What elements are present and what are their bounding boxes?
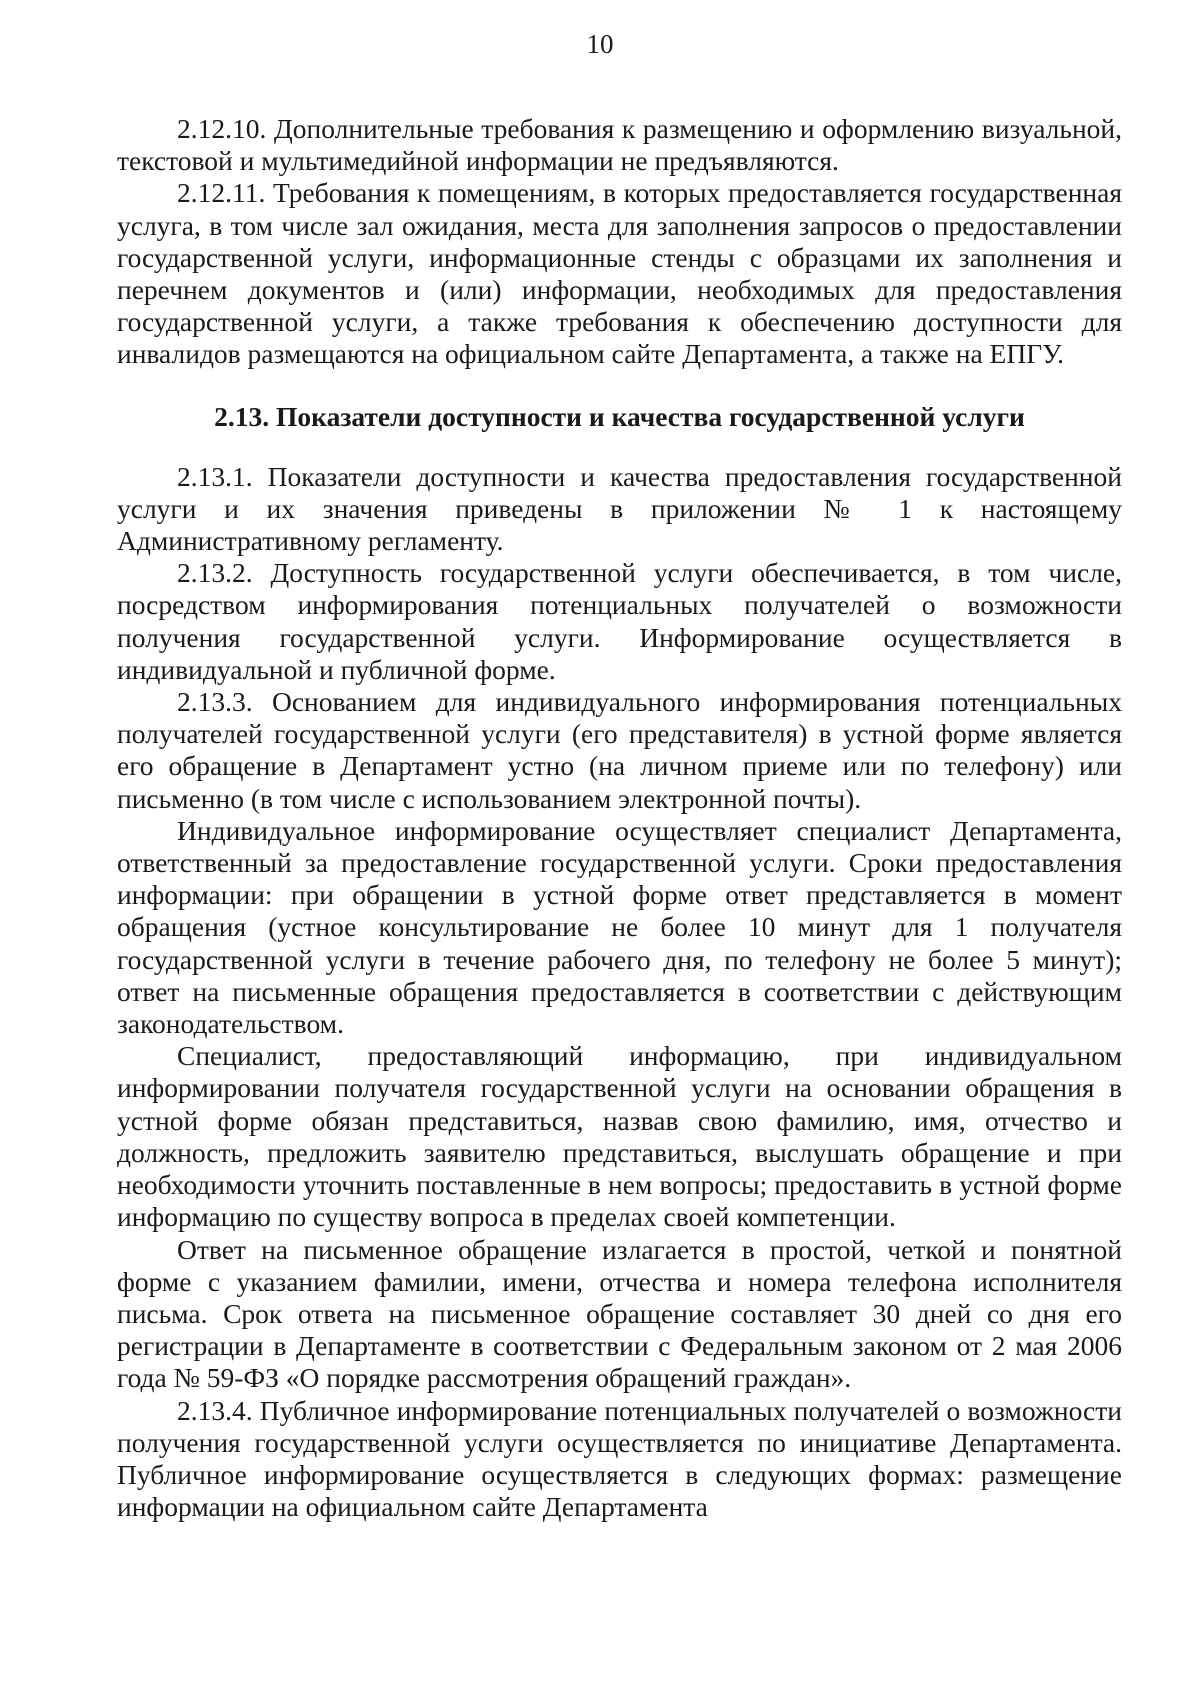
paragraph-2-13-4: 2.13.4. Публичное информирование потенциальных получателей о возможности получения государственной услуги осуществляется по инициативе Департамента. Публичное информирование осуществляется в следующих формах: размещение информации на официальном сайте Департамента [117,1394,1122,1523]
paragraph-written-reply: Ответ на письменное обращение излагается в простой, четкой и понятной форме с указанием фамилии, имени, отчества и номера телефона исполнителя письма. Срок ответа на письменное обращение составляет 30 дней со дня его регистрации в Департаменте в соответствии с Федеральным законом от 2 мая 2006 года № 59-ФЗ «О порядке рассмотрения обращений граждан». [117,1233,1122,1394]
document-body [117,113,1122,1523]
page-number: 10 [586,29,614,59]
paragraph-specialist-duties: Специалист, предоставляющий информацию, при индивидуальном информировании получателя государственной услуги на основании обращения в устной форме обязан представиться, назвав свою фамилию, имя, отчество и должность, предложить заявителю представиться, выслушать обращение и при необходимости уточнить поставленные в нем вопросы; предоставить в устной форме информацию по существу вопроса в пределах своей компетенции. [117,1040,1122,1233]
section-heading-2-13: 2.13. Показатели доступности и качества государственной услуги [214,400,1025,432]
paragraph-2-12-11: 2.12.11. Требования к помещениям, в которых предоставляется государственная услуга, в том числе зал ожидания, места для заполнения запросов о предоставлении государственной услуги, информационные стенды с образцами их заполнения и перечнем документов и (или) информации, необходимых для предоставления государственной услуги, а также требования к обеспечению доступности для инвалидов размещаются на официальном сайте Департамента, а также на ЕПГУ. [117,177,1122,370]
paragraph-2-13-2: 2.13.2. Доступность государственной услуги обеспечивается, в том числе, посредством информирования потенциальных получателей о возможности получения государственной услуги. Информирование осуществляется в индивидуальной и публичной форме. [117,557,1122,685]
paragraph-2-13-1: 2.13.1. Показатели доступности и качества предоставления государственной услуги и их значения приведены в приложении № 1 к настоящему Административному регламенту. [117,460,1122,557]
paragraph-2-13-3: 2.13.3. Основанием для индивидуального информирования потенциальных получателей государственной услуги (его представителя) в устной форме является его обращение в Департамент устно (на личном приеме или по телефону) или письменно (в том числе с использованием электронной почты). [117,686,1122,814]
paragraph-individual-informing: Индивидуальное информирование осуществляет специалист Департамента, ответственный за предоставление государственной услуги. Сроки предоставления информации: при обращении в устной форме ответ представляется в момент обращения (устное консультирование не более 10 минут для 1 получателя государственной услуги в течение рабочего дня, по телефону не более 5 минут); ответ на письменные обращения предоставляется в соответствии с действующим законодательством. [117,814,1122,1040]
paragraph-2-12-10: 2.12.10. Дополнительные требования к размещению и оформлению визуальной, текстовой и мультимедийной информации не предъявляются. [117,113,1122,177]
